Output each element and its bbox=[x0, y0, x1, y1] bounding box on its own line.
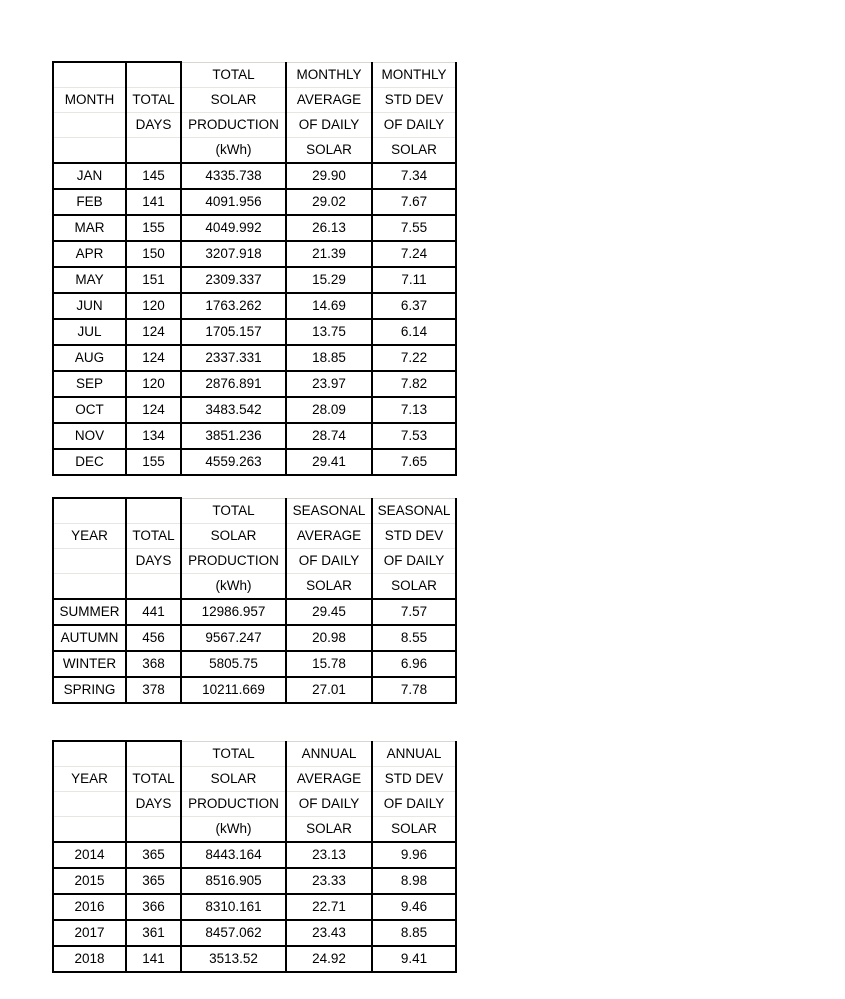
column-header-cell bbox=[126, 741, 181, 767]
data-cell: 150 bbox=[126, 241, 181, 267]
data-cell: 365 bbox=[126, 868, 181, 894]
data-cell: 441 bbox=[126, 599, 181, 625]
column-header-cell: SOLAR bbox=[372, 138, 456, 164]
column-header-cell: MONTHLY bbox=[286, 62, 372, 88]
column-header-cell: SEASONAL bbox=[372, 498, 456, 524]
table-row bbox=[53, 677, 456, 703]
table-row bbox=[53, 449, 456, 475]
column-header-cell: SOLAR bbox=[286, 138, 372, 164]
data-cell: 6.14 bbox=[372, 319, 456, 345]
column-header-cell bbox=[53, 817, 126, 843]
data-cell: 6.96 bbox=[372, 651, 456, 677]
data-cell: 7.11 bbox=[372, 267, 456, 293]
column-header-cell: TOTAL bbox=[181, 741, 286, 767]
data-cell: 366 bbox=[126, 894, 181, 920]
data-cell: 23.33 bbox=[286, 868, 372, 894]
column-header-cell bbox=[53, 138, 126, 164]
table-row bbox=[53, 868, 456, 894]
column-header-cell: AVERAGE bbox=[286, 767, 372, 792]
row-label-cell: 2016 bbox=[53, 894, 126, 920]
data-cell: 14.69 bbox=[286, 293, 372, 319]
data-cell: 365 bbox=[126, 842, 181, 868]
column-header-cell bbox=[53, 741, 126, 767]
column-header-cell: DAYS bbox=[126, 113, 181, 138]
table-row bbox=[53, 215, 456, 241]
data-cell: 20.98 bbox=[286, 625, 372, 651]
table-header-row bbox=[53, 817, 456, 843]
column-header-cell bbox=[53, 498, 126, 524]
table-row bbox=[53, 423, 456, 449]
data-cell: 1705.157 bbox=[181, 319, 286, 345]
column-header-cell: PRODUCTION bbox=[181, 549, 286, 574]
data-cell: 21.39 bbox=[286, 241, 372, 267]
column-header-cell: OF DAILY bbox=[286, 792, 372, 817]
row-label-cell: 2018 bbox=[53, 946, 126, 972]
data-cell: 2309.337 bbox=[181, 267, 286, 293]
table-header-row bbox=[53, 498, 456, 524]
monthly-solar-production-table-wrapper bbox=[52, 61, 455, 476]
data-cell: 29.90 bbox=[286, 163, 372, 189]
table-row bbox=[53, 894, 456, 920]
data-cell: 7.67 bbox=[372, 189, 456, 215]
column-header-cell: STD DEV bbox=[372, 88, 456, 113]
data-cell: 120 bbox=[126, 371, 181, 397]
data-cell: 4559.263 bbox=[181, 449, 286, 475]
data-cell: 8443.164 bbox=[181, 842, 286, 868]
row-label-cell: WINTER bbox=[53, 651, 126, 677]
data-cell: 155 bbox=[126, 449, 181, 475]
data-cell: 26.13 bbox=[286, 215, 372, 241]
data-cell: 6.37 bbox=[372, 293, 456, 319]
table-header-row bbox=[53, 574, 456, 600]
column-header-cell: (kWh) bbox=[181, 817, 286, 843]
column-header-cell bbox=[53, 113, 126, 138]
row-label-cell: FEB bbox=[53, 189, 126, 215]
row-label-cell: DEC bbox=[53, 449, 126, 475]
table-row bbox=[53, 163, 456, 189]
column-header-cell: SEASONAL bbox=[286, 498, 372, 524]
table-header bbox=[53, 62, 456, 163]
column-header-cell: SOLAR bbox=[372, 817, 456, 843]
data-cell: 120 bbox=[126, 293, 181, 319]
data-cell: 124 bbox=[126, 319, 181, 345]
data-cell: 7.78 bbox=[372, 677, 456, 703]
row-label-cell: 2015 bbox=[53, 868, 126, 894]
data-cell: 29.41 bbox=[286, 449, 372, 475]
column-header-cell bbox=[126, 574, 181, 600]
table-body bbox=[53, 599, 456, 703]
seasonal-solar-production-table bbox=[52, 497, 457, 704]
data-cell: 361 bbox=[126, 920, 181, 946]
table-row bbox=[53, 371, 456, 397]
data-cell: 3513.52 bbox=[181, 946, 286, 972]
column-header-cell: SOLAR bbox=[286, 574, 372, 600]
row-label-cell: MAY bbox=[53, 267, 126, 293]
data-cell: 2876.891 bbox=[181, 371, 286, 397]
row-label-cell: SEP bbox=[53, 371, 126, 397]
data-cell: 141 bbox=[126, 189, 181, 215]
column-header-cell: SOLAR bbox=[181, 767, 286, 792]
row-label-cell: JAN bbox=[53, 163, 126, 189]
data-cell: 4091.956 bbox=[181, 189, 286, 215]
data-cell: 12986.957 bbox=[181, 599, 286, 625]
column-header-cell: SOLAR bbox=[286, 817, 372, 843]
column-header-cell: STD DEV bbox=[372, 524, 456, 549]
row-label-cell: 2014 bbox=[53, 842, 126, 868]
data-cell: 7.82 bbox=[372, 371, 456, 397]
row-label-cell: JUL bbox=[53, 319, 126, 345]
data-cell: 29.45 bbox=[286, 599, 372, 625]
column-header-cell: AVERAGE bbox=[286, 524, 372, 549]
row-label-cell: NOV bbox=[53, 423, 126, 449]
column-header-cell: YEAR bbox=[53, 524, 126, 549]
data-cell: 23.97 bbox=[286, 371, 372, 397]
table-row bbox=[53, 599, 456, 625]
table-header bbox=[53, 498, 456, 599]
data-cell: 3207.918 bbox=[181, 241, 286, 267]
row-label-cell: JUN bbox=[53, 293, 126, 319]
table-row bbox=[53, 397, 456, 423]
table-header-row bbox=[53, 524, 456, 549]
row-label-cell: SPRING bbox=[53, 677, 126, 703]
data-cell: 18.85 bbox=[286, 345, 372, 371]
data-cell: 4049.992 bbox=[181, 215, 286, 241]
column-header-cell: PRODUCTION bbox=[181, 113, 286, 138]
data-cell: 9.96 bbox=[372, 842, 456, 868]
column-header-cell: TOTAL bbox=[126, 524, 181, 549]
table-header-row bbox=[53, 741, 456, 767]
table-header-row bbox=[53, 767, 456, 792]
table-header-row bbox=[53, 549, 456, 574]
annual-solar-production-table-wrapper bbox=[52, 740, 455, 973]
row-label-cell: AUTUMN bbox=[53, 625, 126, 651]
data-cell: 2337.331 bbox=[181, 345, 286, 371]
data-cell: 8516.905 bbox=[181, 868, 286, 894]
data-cell: 151 bbox=[126, 267, 181, 293]
column-header-cell: OF DAILY bbox=[372, 549, 456, 574]
table-header bbox=[53, 741, 456, 842]
data-cell: 10211.669 bbox=[181, 677, 286, 703]
data-cell: 3483.542 bbox=[181, 397, 286, 423]
table-row bbox=[53, 293, 456, 319]
data-cell: 22.71 bbox=[286, 894, 372, 920]
column-header-cell: AVERAGE bbox=[286, 88, 372, 113]
column-header-cell bbox=[53, 62, 126, 88]
data-cell: 13.75 bbox=[286, 319, 372, 345]
data-cell: 7.22 bbox=[372, 345, 456, 371]
data-cell: 9.41 bbox=[372, 946, 456, 972]
column-header-cell: TOTAL bbox=[181, 62, 286, 88]
data-cell: 8.55 bbox=[372, 625, 456, 651]
column-header-cell: OF DAILY bbox=[286, 549, 372, 574]
data-cell: 15.29 bbox=[286, 267, 372, 293]
column-header-cell: YEAR bbox=[53, 767, 126, 792]
table-row bbox=[53, 946, 456, 972]
column-header-cell bbox=[126, 498, 181, 524]
column-header-cell: OF DAILY bbox=[372, 792, 456, 817]
data-cell: 7.53 bbox=[372, 423, 456, 449]
column-header-cell: STD DEV bbox=[372, 767, 456, 792]
data-cell: 368 bbox=[126, 651, 181, 677]
column-header-cell bbox=[53, 574, 126, 600]
row-label-cell: OCT bbox=[53, 397, 126, 423]
data-cell: 8.85 bbox=[372, 920, 456, 946]
column-header-cell: (kWh) bbox=[181, 138, 286, 164]
data-cell: 9.46 bbox=[372, 894, 456, 920]
annual-solar-production-table bbox=[52, 740, 457, 973]
column-header-cell: ANNUAL bbox=[286, 741, 372, 767]
table-row bbox=[53, 651, 456, 677]
data-cell: 7.13 bbox=[372, 397, 456, 423]
data-cell: 5805.75 bbox=[181, 651, 286, 677]
data-cell: 24.92 bbox=[286, 946, 372, 972]
table-row bbox=[53, 241, 456, 267]
column-header-cell: SOLAR bbox=[181, 88, 286, 113]
column-header-cell bbox=[53, 549, 126, 574]
data-cell: 7.34 bbox=[372, 163, 456, 189]
column-header-cell: SOLAR bbox=[372, 574, 456, 600]
data-cell: 124 bbox=[126, 345, 181, 371]
data-cell: 27.01 bbox=[286, 677, 372, 703]
seasonal-solar-production-table-wrapper bbox=[52, 497, 455, 704]
table-header-row bbox=[53, 62, 456, 88]
row-label-cell: SUMMER bbox=[53, 599, 126, 625]
column-header-cell bbox=[53, 792, 126, 817]
column-header-cell: (kWh) bbox=[181, 574, 286, 600]
data-cell: 8.98 bbox=[372, 868, 456, 894]
column-header-cell: TOTAL bbox=[126, 88, 181, 113]
table-row bbox=[53, 625, 456, 651]
monthly-solar-production-table bbox=[52, 61, 457, 476]
column-header-cell: OF DAILY bbox=[286, 113, 372, 138]
data-cell: 8310.161 bbox=[181, 894, 286, 920]
data-cell: 8457.062 bbox=[181, 920, 286, 946]
row-label-cell: APR bbox=[53, 241, 126, 267]
column-header-cell: DAYS bbox=[126, 549, 181, 574]
table-header-row bbox=[53, 138, 456, 164]
row-label-cell: MAR bbox=[53, 215, 126, 241]
data-cell: 145 bbox=[126, 163, 181, 189]
data-cell: 7.65 bbox=[372, 449, 456, 475]
column-header-cell: OF DAILY bbox=[372, 113, 456, 138]
data-cell: 28.09 bbox=[286, 397, 372, 423]
data-cell: 378 bbox=[126, 677, 181, 703]
data-cell: 155 bbox=[126, 215, 181, 241]
data-cell: 7.57 bbox=[372, 599, 456, 625]
table-row bbox=[53, 319, 456, 345]
table-row bbox=[53, 920, 456, 946]
table-row bbox=[53, 842, 456, 868]
data-cell: 7.55 bbox=[372, 215, 456, 241]
column-header-cell: DAYS bbox=[126, 792, 181, 817]
data-cell: 23.43 bbox=[286, 920, 372, 946]
data-cell: 9567.247 bbox=[181, 625, 286, 651]
data-cell: 29.02 bbox=[286, 189, 372, 215]
column-header-cell: SOLAR bbox=[181, 524, 286, 549]
data-cell: 3851.236 bbox=[181, 423, 286, 449]
data-cell: 1763.262 bbox=[181, 293, 286, 319]
table-body bbox=[53, 163, 456, 475]
data-cell: 23.13 bbox=[286, 842, 372, 868]
column-header-cell: PRODUCTION bbox=[181, 792, 286, 817]
table-row bbox=[53, 189, 456, 215]
column-header-cell: ANNUAL bbox=[372, 741, 456, 767]
row-label-cell: AUG bbox=[53, 345, 126, 371]
data-cell: 28.74 bbox=[286, 423, 372, 449]
column-header-cell: MONTHLY bbox=[372, 62, 456, 88]
data-cell: 4335.738 bbox=[181, 163, 286, 189]
table-header-row bbox=[53, 792, 456, 817]
table-header-row bbox=[53, 113, 456, 138]
data-cell: 7.24 bbox=[372, 241, 456, 267]
column-header-cell: MONTH bbox=[53, 88, 126, 113]
data-cell: 134 bbox=[126, 423, 181, 449]
data-cell: 124 bbox=[126, 397, 181, 423]
table-body bbox=[53, 842, 456, 972]
data-cell: 456 bbox=[126, 625, 181, 651]
data-cell: 15.78 bbox=[286, 651, 372, 677]
data-cell: 141 bbox=[126, 946, 181, 972]
row-label-cell: 2017 bbox=[53, 920, 126, 946]
column-header-cell: TOTAL bbox=[181, 498, 286, 524]
column-header-cell bbox=[126, 62, 181, 88]
column-header-cell: TOTAL bbox=[126, 767, 181, 792]
table-row bbox=[53, 267, 456, 293]
column-header-cell bbox=[126, 138, 181, 164]
column-header-cell bbox=[126, 817, 181, 843]
table-row bbox=[53, 345, 456, 371]
table-header-row bbox=[53, 88, 456, 113]
